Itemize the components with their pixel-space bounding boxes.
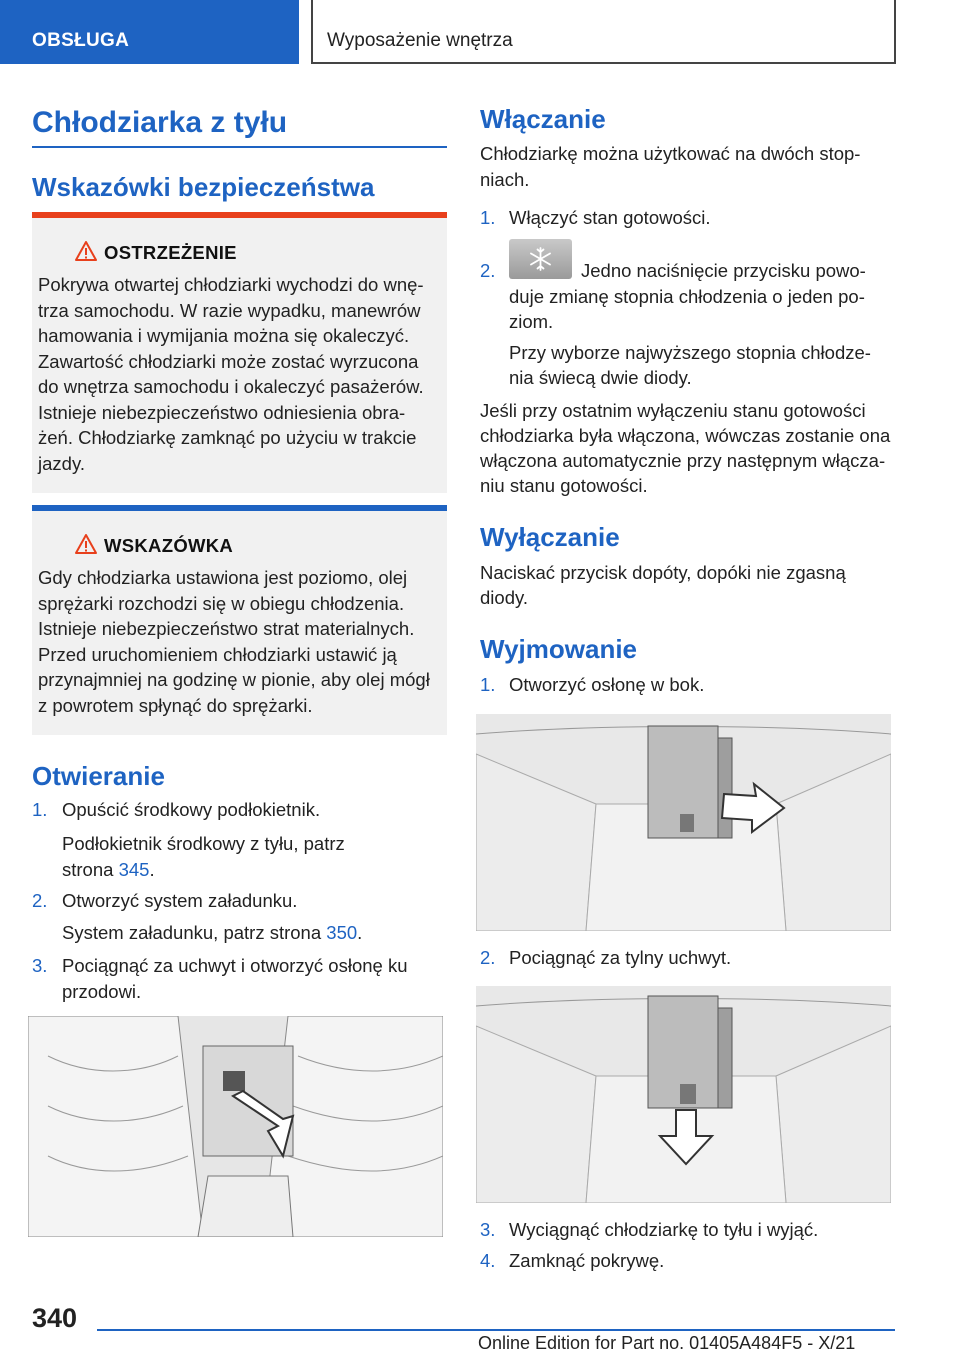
- warning-label: OSTRZEŻENIE: [104, 242, 237, 263]
- step-text: Włączyć stan gotowości.: [509, 207, 711, 228]
- warning-line: hamowania i wymijania można się okaleczyć.: [38, 325, 410, 346]
- page-link[interactable]: 345: [118, 859, 150, 880]
- warning-line: Pokrywa otwartej chłodziarki wychodzi do wnę-: [38, 274, 424, 295]
- notice-line: z powrotem spłynąć do sprężarki.: [38, 694, 313, 716]
- step-subtext-ref: System załadunku, patrz strona 350.: [62, 922, 363, 943]
- step-number: 4.: [480, 1250, 496, 1271]
- notice-line: sprężarki rozchodzi się w obiegu chłodzenia.: [38, 592, 405, 614]
- warning-line: Istnieje niebezpieczeństwo odniesienia obra-: [38, 401, 406, 423]
- step-number: 2.: [32, 890, 48, 911]
- step-text: Pociągnąć za tylny uchwyt.: [509, 947, 732, 968]
- warning-triangle-icon: [74, 240, 98, 262]
- notice-line: Przed uruchomieniem chłodziarki ustawić ją: [38, 643, 397, 665]
- step-text: Jedno naciśnięcie przycisku powo-: [581, 260, 866, 281]
- page-link[interactable]: 350: [326, 922, 358, 943]
- chapter-label: Wyposażenie wnętrza: [327, 30, 513, 51]
- paragraph-line: Jeśli przy ostatnim wyłączeniu stanu gotowości: [480, 400, 866, 421]
- section-tab: [0, 0, 299, 64]
- paragraph-line: chłodziarka była włączona, wówczas zostanie ona: [480, 425, 891, 446]
- warning-bar: [32, 212, 447, 218]
- warning-line: trza samochodu. W razie wypadku, manewrów: [38, 299, 421, 321]
- step-text: przodowi.: [62, 981, 142, 1002]
- switch-on-heading: Włączanie: [480, 104, 606, 134]
- warning-line: Zawartość chłodziarki może zostać wyrzucona: [38, 350, 419, 372]
- edition-text: Online Edition for Part no. 01405A484F5 - X/21: [478, 1333, 856, 1353]
- warning-line: do wnętrza samochodu i okaleczyć pasażerów.: [38, 376, 424, 397]
- warning-line: jazdy.: [38, 452, 85, 474]
- page-number: 340: [32, 1303, 78, 1333]
- step-text: Pociągnąć za uchwyt i otworzyć osłonę ku: [62, 955, 408, 976]
- step-number: 2.: [480, 260, 496, 281]
- paragraph-line: niu stanu gotowości.: [480, 475, 648, 496]
- notice-line: przynajmniej na godzinę w pionie, aby olej mógł: [38, 669, 430, 690]
- notice-box: [32, 505, 447, 735]
- warning-triangle-icon: [74, 533, 98, 555]
- paragraph-line: włączona automatycznie przy następnym włącza-: [480, 450, 886, 471]
- step-number: 3.: [480, 1219, 496, 1240]
- warning-line: żeń. Chłodziarkę zamknąć po użyciu w trakcie: [38, 427, 417, 448]
- section-label: OBSŁUGA: [32, 30, 130, 51]
- cooler-pull-illustration: [476, 986, 891, 1203]
- intro-line: Chłodziarkę można użytkować na dwóch stop-: [480, 143, 861, 164]
- step-number: 2.: [480, 947, 496, 968]
- step-text: duje zmianę stopnia chłodzenia o jeden po-: [509, 286, 865, 307]
- chapter-tab: [311, 0, 896, 64]
- notice-bar: [32, 505, 447, 511]
- cooler-side-illustration: [476, 714, 891, 931]
- paragraph-line: Naciskać przycisk dopóty, dopóki nie zgasną: [480, 562, 846, 583]
- step-subtext-ref: strona 345.: [62, 859, 155, 880]
- step-number: 1.: [32, 799, 48, 820]
- step-text: ziom.: [509, 311, 554, 332]
- step-text: Wyciągnąć chłodziarkę to tyłu i wyjąć.: [509, 1219, 819, 1240]
- title-rule: [32, 146, 447, 148]
- page-title: Chłodziarka z tyłu: [32, 106, 288, 139]
- opening-heading: Otwieranie: [32, 761, 165, 791]
- step-subtext: Przy wyborze najwyższego stopnia chłodze-: [509, 342, 871, 363]
- warning-box: [32, 212, 447, 493]
- notice-line: Istnieje niebezpieczeństwo strat materialnych.: [38, 618, 415, 639]
- step-subtext: Podłokietnik środkowy z tyłu, patrz: [62, 833, 345, 854]
- switch-off-heading: Wyłączanie: [480, 522, 620, 552]
- notice-label: WSKAZÓWKA: [104, 535, 234, 556]
- step-text: Otworzyć system załadunku.: [62, 890, 298, 911]
- step-number: 1.: [480, 674, 496, 695]
- step-text: Opuścić środkowy podłokietnik.: [62, 799, 321, 820]
- removal-heading: Wyjmowanie: [480, 634, 638, 664]
- step-subtext: nia świecą dwie diody.: [509, 367, 692, 388]
- paragraph-line: diody.: [480, 587, 528, 608]
- safety-heading: Wskazówki bezpieczeństwa: [32, 172, 375, 202]
- step-number: 1.: [480, 207, 496, 228]
- step-text: Otworzyć osłonę w bok.: [509, 674, 705, 695]
- footer-rule: [97, 1329, 895, 1331]
- notice-line: Gdy chłodziarka ustawiona jest poziomo, olej: [38, 567, 408, 588]
- armrest-illustration: [28, 1016, 443, 1237]
- step-number: 3.: [32, 955, 48, 976]
- intro-line: niach.: [480, 169, 530, 190]
- step-text: Zamknąć pokrywę.: [509, 1250, 665, 1271]
- snowflake-button-icon: [509, 239, 572, 279]
